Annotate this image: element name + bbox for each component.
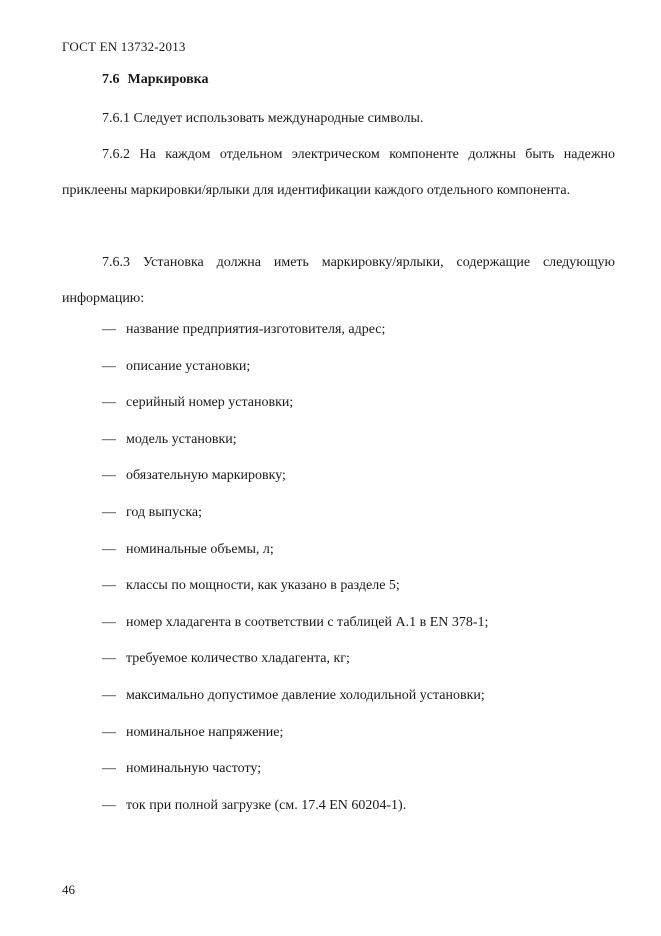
paragraph-7-6-1	[62, 101, 615, 137]
list-item-text: серийный номер установки;	[126, 395, 294, 411]
list-item	[102, 725, 488, 762]
list-item-text: классы по мощности, как указано в разделе 5;	[126, 578, 400, 594]
list-item	[102, 505, 488, 542]
section-heading	[102, 72, 209, 88]
paragraph-7-6-3	[62, 245, 615, 317]
dash-marker: —	[102, 797, 116, 813]
dash-marker: —	[102, 468, 116, 484]
list-item-text: название предприятия-изготовителя, адрес;	[126, 322, 386, 337]
dash-marker: —	[102, 358, 116, 374]
paragraph-text: 7.6.3 Установка должна иметь маркировку/ярлыки, содержащие следующую информацию:	[62, 255, 615, 306]
dash-marker: —	[102, 761, 116, 777]
info-list	[102, 322, 488, 834]
list-item	[102, 615, 488, 652]
list-item-text: описание установки;	[126, 358, 251, 374]
list-item	[102, 468, 488, 505]
list-item	[102, 542, 488, 579]
list-item-text: номинальные объемы, л;	[126, 541, 274, 557]
list-item-text: обязательную маркировку;	[126, 468, 286, 484]
list-item	[102, 432, 488, 469]
dash-marker: —	[102, 687, 116, 703]
list-item	[102, 359, 488, 396]
list-item-text: ток при полной загрузке (см. 17.4 EN 60204-1).	[126, 797, 407, 813]
dash-marker: —	[102, 431, 116, 447]
list-item-text: требуемое количество хладагента, кг;	[126, 651, 350, 667]
paragraph-text: 7.6.1 Следует использовать международные символы.	[102, 111, 424, 126]
section-title: Маркировка	[127, 72, 209, 87]
list-item-text: год выпуска;	[126, 504, 203, 520]
list-item	[102, 688, 488, 725]
dash-marker: —	[102, 614, 116, 630]
page-number: 46	[62, 882, 75, 897]
list-item	[102, 798, 488, 835]
document-header: ГОСТ EN 13732-2013	[62, 39, 186, 54]
list-item-text: модель установки;	[126, 431, 237, 447]
list-item-text: номер хладагента в соответствии с таблицей А.1 в EN 378-1;	[126, 614, 489, 630]
paragraph-text: 7.6.2 На каждом отдельном электрическом компоненте должны быть надежно приклеены маркировки/ярлыки для идентификации каждого отдельного компонента.	[62, 147, 615, 198]
dash-marker: —	[102, 322, 116, 337]
list-item-text: номинальную частоту;	[126, 761, 262, 777]
list-item	[102, 578, 488, 615]
dash-marker: —	[102, 578, 116, 594]
list-item	[102, 395, 488, 432]
paragraph-7-6-2	[62, 137, 615, 209]
list-item	[102, 651, 488, 688]
dash-marker: —	[102, 395, 116, 411]
dash-marker: —	[102, 651, 116, 667]
list-item-text: номинальное напряжение;	[126, 724, 284, 740]
list-item-text: максимально допустимое давление холодильной установки;	[126, 687, 485, 703]
dash-marker: —	[102, 504, 116, 520]
dash-marker: —	[102, 724, 116, 740]
list-item	[102, 761, 488, 798]
dash-marker: —	[102, 541, 116, 557]
list-item	[102, 322, 488, 359]
section-number: 7.6	[102, 72, 120, 87]
